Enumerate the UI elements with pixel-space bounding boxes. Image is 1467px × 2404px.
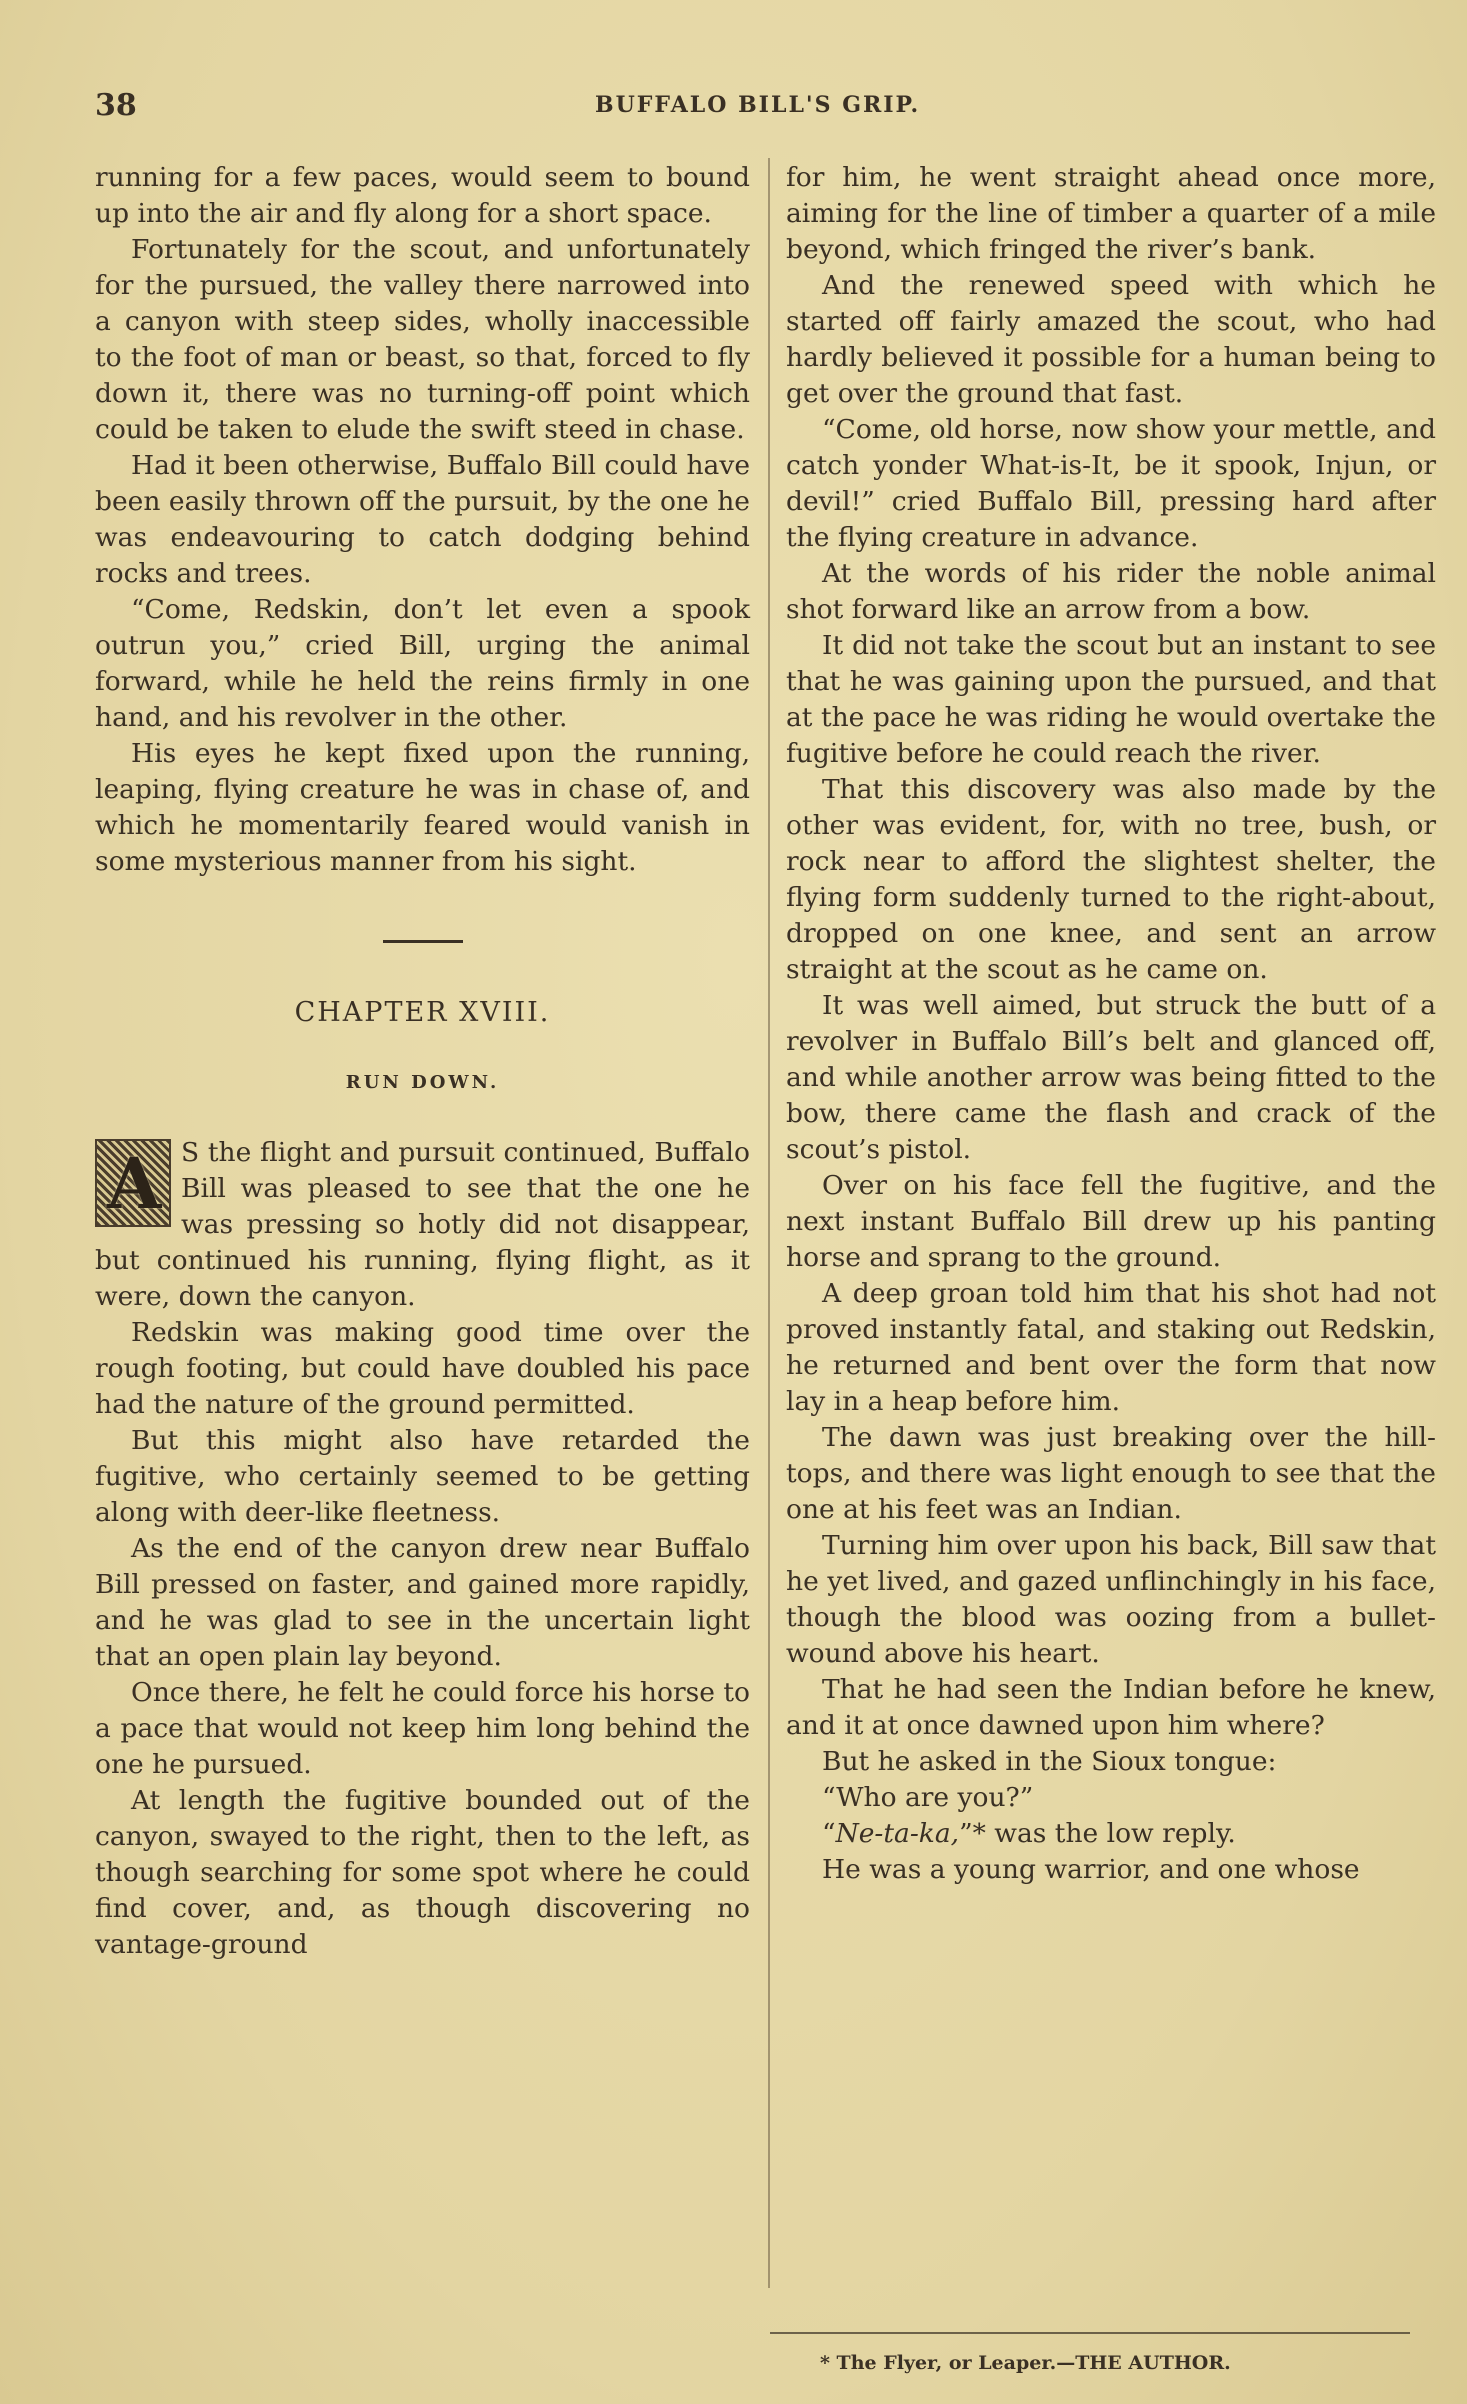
paragraph: Once there, he felt he could force his horse to a pace that would not keep him long behind the one he pursued. [95, 1677, 750, 1780]
paragraph: “Come, Redskin, don’t let even a spook outrun you,” cried Bill, urging the animal forward, while he held the reins firmly in one hand, and his revolver in the other. [95, 594, 750, 733]
paragraph: A deep groan told him that his shot had not proved instantly fatal, and staking out Redskin, he returned and bent over the form that now lay in a heap before him. [786, 1278, 1436, 1417]
running-title: BUFFALO BILL'S GRIP. [595, 92, 921, 118]
paragraph: That he had seen the Indian before he knew, and it at once dawned upon him where? [786, 1674, 1436, 1741]
page-number: 38 [95, 88, 137, 123]
paragraph: Had it been otherwise, Buffalo Bill could have been easily thrown off the pursuit, by the one he was endeavouring to catch dodging behind rocks and trees. [95, 450, 750, 589]
paragraph: And the renewed speed with which he started off fairly amazed the scout, who had hardly believed it possible for a human being to get over the ground that fast. [786, 270, 1436, 409]
paragraph: The dawn was just breaking over the hill-tops, and there was light enough to see that the one at his feet was an Indian. [786, 1422, 1436, 1525]
dropcap-paragraph-text: S the flight and pursuit continued, Buffalo Bill was pleased to see that the one he was pressing so hotly did not disappear, but continued his running, flying flight, as it were, down the canyon. [95, 1137, 750, 1312]
paragraph: Over on his face fell the fugitive, and the next instant Buffalo Bill drew up his panting horse and sprang to the ground. [786, 1170, 1436, 1273]
left-column [95, 160, 750, 1963]
paragraph: His eyes he kept fixed upon the running, leaping, flying creature he was in chase of, and which he momentarily feared would vanish in some mysterious manner from his sight. [95, 738, 750, 877]
paragraph: Turning him over upon his back, Bill saw that he yet lived, and gazed unflinchingly in his face, though the blood was oozing from a bullet-wound above his heart. [786, 1530, 1436, 1669]
paragraph: It did not take the scout but an instant to see that he was gaining upon the pursued, and that at the pace he was riding he would overtake the fugitive before he could reach the river. [786, 630, 1436, 769]
paragraph: “Come, old horse, now show your mettle, and catch yonder What-is-It, be it spook, Injun, or devil!” cried Buffalo Bill, pressing hard after the flying creature in advance. [786, 414, 1436, 553]
footnote-rule [770, 2332, 1410, 2334]
reply-rest: ”* was the low reply. [959, 1818, 1236, 1849]
dropcap-paragraph [95, 1135, 750, 1315]
paragraph: But he asked in the Sioux tongue: [822, 1746, 1277, 1777]
footnote: * The Flyer, or Leaper.—THE AUTHOR. [820, 2352, 1231, 2374]
chapter-subtitle: RUN DOWN. [345, 1072, 500, 1093]
page-header [95, 88, 1435, 128]
paragraph: for him, he went straight ahead once more, aiming for the line of timber a quarter of a mile beyond, which fringed the river’s bank. [786, 162, 1436, 265]
dropcap-letter: A [107, 1142, 162, 1225]
reply-paragraph [786, 1816, 1436, 1852]
column-rule [768, 158, 770, 2288]
paragraph: He was a young warrior, and one whose [822, 1854, 1360, 1885]
paragraph: At the words of his rider the noble animal shot forward like an arrow from a bow. [786, 558, 1436, 625]
paragraph: As the end of the canyon drew near Buffalo Bill pressed on faster, and gained more rapidly, and he was glad to see in the uncertain light that an open plain lay beyond. [95, 1533, 750, 1672]
paragraph: At length the fugitive bounded out of the canyon, swayed to the right, then to the left, as though searching for some spot where he could find cover, and, as though discovering no vantage-ground [95, 1785, 750, 1960]
paragraph: Redskin was making good time over the rough footing, but could have doubled his pace had the nature of the ground permitted. [95, 1317, 750, 1420]
dropcap-ornament [95, 1139, 171, 1227]
indian-name: Ne-ta-ka, [835, 1818, 960, 1849]
chapter-title: CHAPTER XVIII. [294, 997, 551, 1028]
paragraph: “Who are you?” [822, 1782, 1034, 1813]
paragraph: It was well aimed, but struck the butt of a revolver in Buffalo Bill’s belt and glanced off, and while another arrow was being fitted to the bow, there came the flash and crack of the scout’s pistol. [786, 990, 1436, 1165]
reply-open-quote: “ [822, 1818, 836, 1849]
section-divider [383, 940, 463, 943]
right-column [786, 160, 1436, 1888]
paragraph: That this discovery was also made by the other was evident, for, with no tree, bush, or rock near to afford the slightest shelter, the flying form suddenly turned to the right-about, dropped on one knee, and sent an arrow straight at the scout as he came on. [786, 774, 1436, 985]
paragraph: Fortunately for the scout, and unfortunately for the pursued, the valley there narrowed into a canyon with steep sides, wholly inaccessible to the foot of man or beast, so that, forced to fly down it, there was no turning-off point which could be taken to elude the swift steed in chase. [95, 234, 750, 445]
paragraph: But this might also have retarded the fugitive, who certainly seemed to be getting along with deer-like fleetness. [95, 1425, 750, 1528]
paragraph: running for a few paces, would seem to bound up into the air and fly along for a short space. [95, 162, 750, 229]
